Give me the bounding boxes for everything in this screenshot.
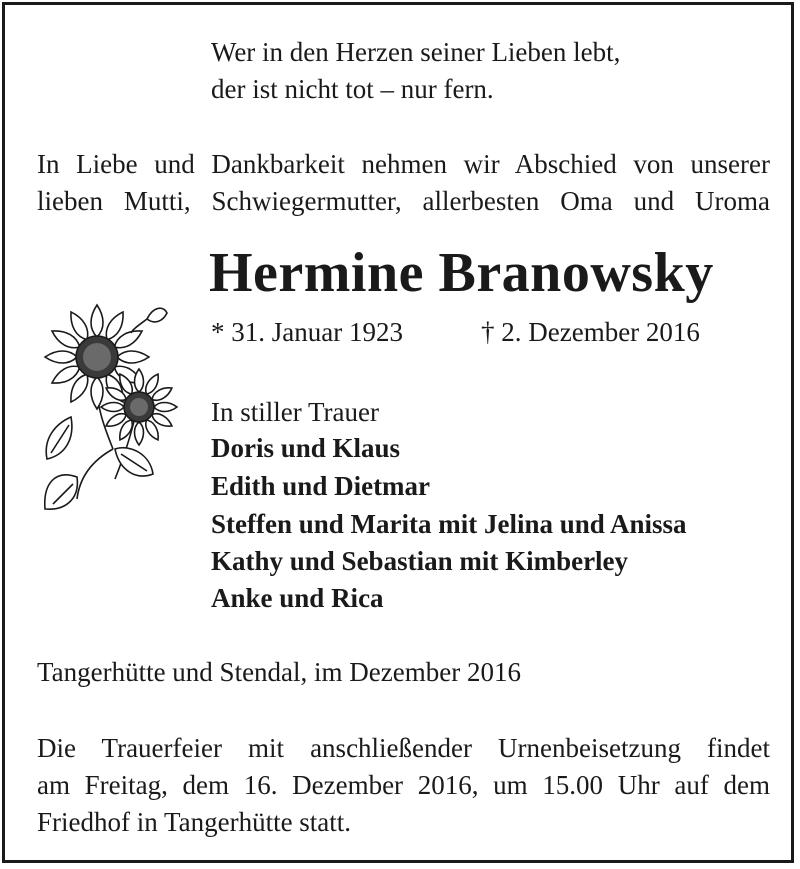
funeral-line-1: Die Trauerfeier mit anschließender Urnenbeisetzung findet <box>37 733 770 763</box>
place-date: Tangerhütte und Stendal, im Dezember 2016 <box>37 657 521 687</box>
sunflower-icon <box>35 299 187 523</box>
funeral-line-2: am Freitag, dem 16. Dezember 2016, um 15.00 Uhr auf dem <box>37 770 770 800</box>
mourner-line: Doris und Klaus <box>211 433 401 463</box>
death-date: † 2. Dezember 2016 <box>481 317 700 347</box>
intro-line-2: lieben Mutti, Schwiegermutter, allerbesten Oma und Uroma <box>37 186 770 216</box>
mourner-line: Steffen und Marita mit Jelina und Anissa <box>211 509 687 539</box>
obituary-notice <box>2 2 794 863</box>
motto-line-1: Wer in den Herzen seiner Lieben lebt, <box>211 37 621 67</box>
intro-line-1: In Liebe und Dankbarkeit nehmen wir Abschied von unserer <box>37 149 770 179</box>
mourners-heading: In stiller Trauer <box>211 397 379 427</box>
mourner-line: Kathy und Sebastian mit Kimberley <box>211 546 629 576</box>
funeral-line-3: Friedhof in Tangerhütte statt. <box>37 807 352 837</box>
motto-line-2: der ist nicht tot – nur fern. <box>211 74 494 104</box>
mourner-line: Anke und Rica <box>211 583 384 613</box>
birth-date: * 31. Januar 1923 <box>211 317 403 347</box>
deceased-name: Hermine Branowsky <box>209 242 714 304</box>
mourner-line: Edith und Dietmar <box>211 471 431 501</box>
